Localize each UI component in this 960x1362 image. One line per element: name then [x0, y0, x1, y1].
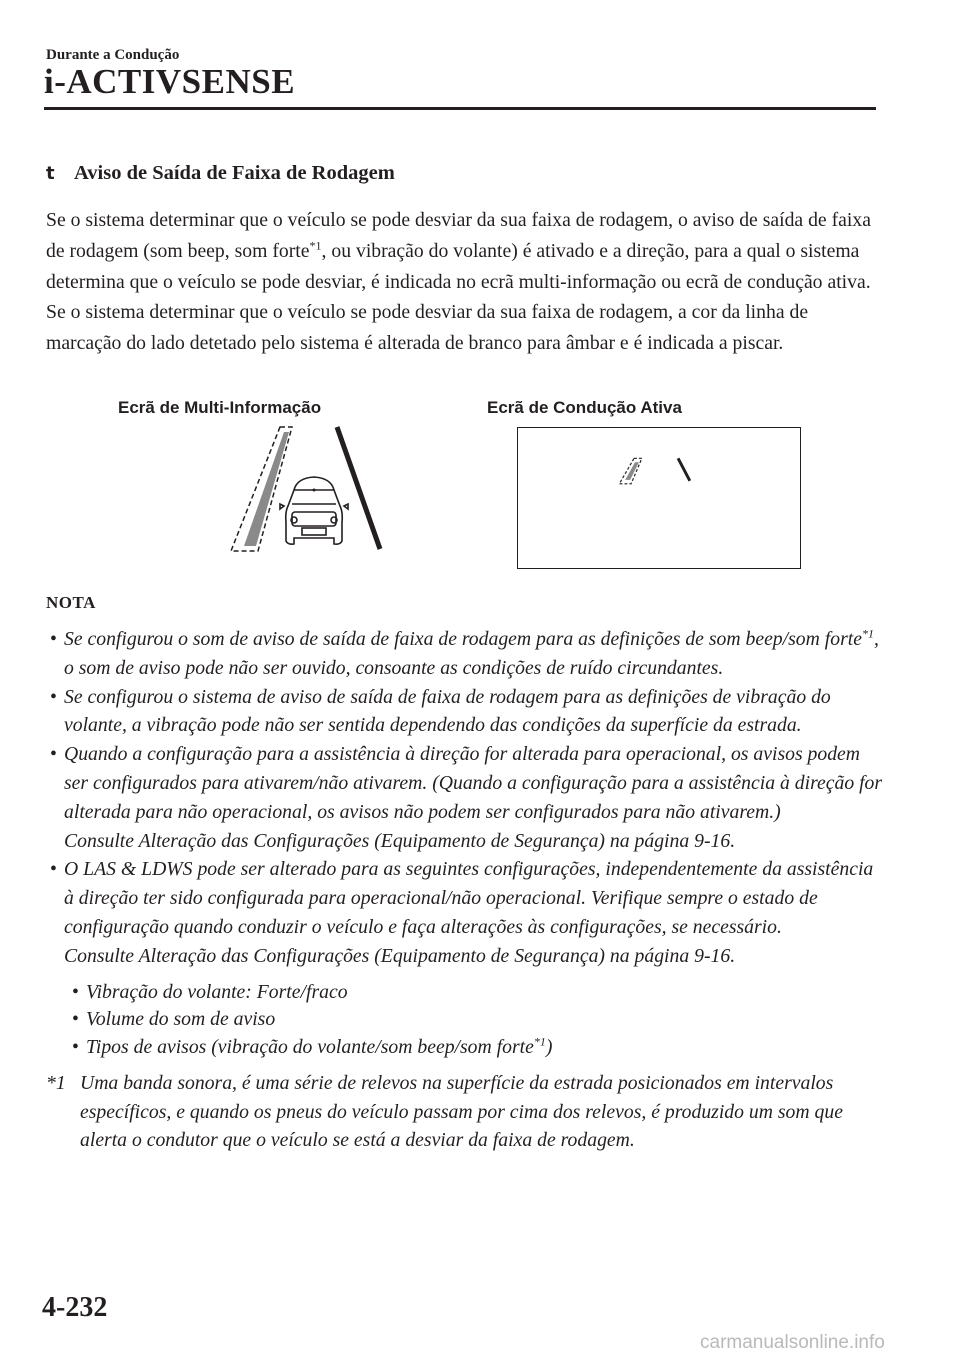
footnote: *1 Uma banda sonora, é uma série de relevos na superfície da estrada posicionados em intervalos específicos, e quando os pneus do veículo passam por cima dos relevos, é produzido um som que alerta o condutor que o veículo se está a desviar da faixa de rodagem. — [46, 1069, 886, 1154]
multi-info-display-illustration — [222, 424, 392, 554]
footnote-mark: *1 — [46, 1072, 66, 1095]
bullet-dot: • — [50, 743, 57, 766]
active-driving-display-illustration — [518, 428, 799, 567]
subsection-title: Aviso de Saída de Faixa de Rodagem — [74, 162, 395, 184]
note-item: • Se configurou o sistema de aviso de saída de faixa de rodagem para as definições de vibração do volante, a vibração pode não ser sentida dependendo das condições da superfície da estrada. — [46, 683, 886, 741]
bullet-dot: • — [50, 628, 57, 650]
right-lane-line — [678, 458, 690, 481]
car-icon — [280, 477, 348, 544]
section-label: Durante a Condução — [46, 47, 180, 63]
active-driving-display-frame — [517, 427, 801, 569]
sub-item: • Tipos de avisos (vibração do volante/som beep/som forte$^{*1}$) — [46, 1034, 886, 1062]
bullet-dot: • — [72, 1035, 79, 1058]
paragraph-1: Se o sistema determinar que o veículo se pode desviar da sua faixa de rodagem, o aviso de saída de faixa de rodagem (som beep, som forte$^{*1}$, ou vibração do volante) é ativado e a direção, para a qual o sistema determina que o veículo se pode desviar, é indicada no ecrã multi-informação ou ecrã de condução ativa. — [46, 209, 871, 293]
right-lane-line — [337, 427, 380, 549]
page-title: i-ACTIVSENSE — [44, 62, 296, 101]
multi-info-label: Ecrã de Multi-Informação — [118, 398, 322, 417]
page-number: 4-232 — [42, 1292, 108, 1323]
sub-list — [46, 979, 886, 1062]
title-rule — [44, 107, 876, 110]
nota-heading: NOTA — [46, 593, 96, 612]
sub-item: • Vibração do volante: Forte/fraco — [46, 979, 886, 1007]
cross-reference: Consulte Alteração das Configurações (Equipamento de Segurança) na página 9-16. — [64, 829, 736, 852]
subsection-bullet: t — [46, 163, 55, 184]
subsection-heading — [46, 162, 395, 185]
active-driving-label: Ecrã de Condução Ativa — [487, 398, 682, 417]
bullet-dot: • — [72, 1008, 79, 1031]
sub-item: • Volume do som de aviso — [46, 1006, 886, 1034]
note-item: • O LAS & LDWS pode ser alterado para as seguintes configurações, independentemente da assistência à direção ter sido configurada para operacional/não operacional. Verifique sempre o estado de configuração quando conduzir o veículo e faça alterações às configurações, se necessário. Consulte Alteração das Configurações (Equipamento de Segurança) na página 9-16. — [46, 855, 886, 970]
left-lane-line-fill — [244, 432, 289, 546]
watermark: carmanualsonline.info — [700, 1332, 885, 1353]
paragraph-2: Se o sistema determinar que o veículo se pode desviar da sua faixa de rodagem, a cor da linha de marcação do lado detetado pelo sistema é alterada de branco para âmbar e é indicada a piscar. — [46, 301, 809, 355]
note-item: • Se configurou o som de aviso de saída de faixa de rodagem para as definições de som beep/som forte$^{*1}$, o som de aviso pode não ser ouvido, consoante as condições de ruído circundantes. — [50, 626, 879, 679]
body-text — [46, 205, 876, 359]
note-item: • Quando a configuração para a assistência à direção for alterada para operacional, os avisos podem ser configurados para ativarem/não ativarem. (Quando a configuração para a assistência à direção for alterada para não operacional, os avisos não podem ser configurados para não ativarem.) Consulte Alteração das Configurações (Equipamento de Segurança) na página 9-16. — [46, 740, 886, 855]
bullet-dot: • — [72, 980, 79, 1003]
cross-reference: Consulte Alteração das Configurações (Equipamento de Segurança) na página 9-16. — [64, 944, 736, 967]
bullet-dot: • — [50, 858, 57, 881]
bullet-dot: • — [50, 685, 57, 708]
notes-list — [46, 625, 886, 1155]
